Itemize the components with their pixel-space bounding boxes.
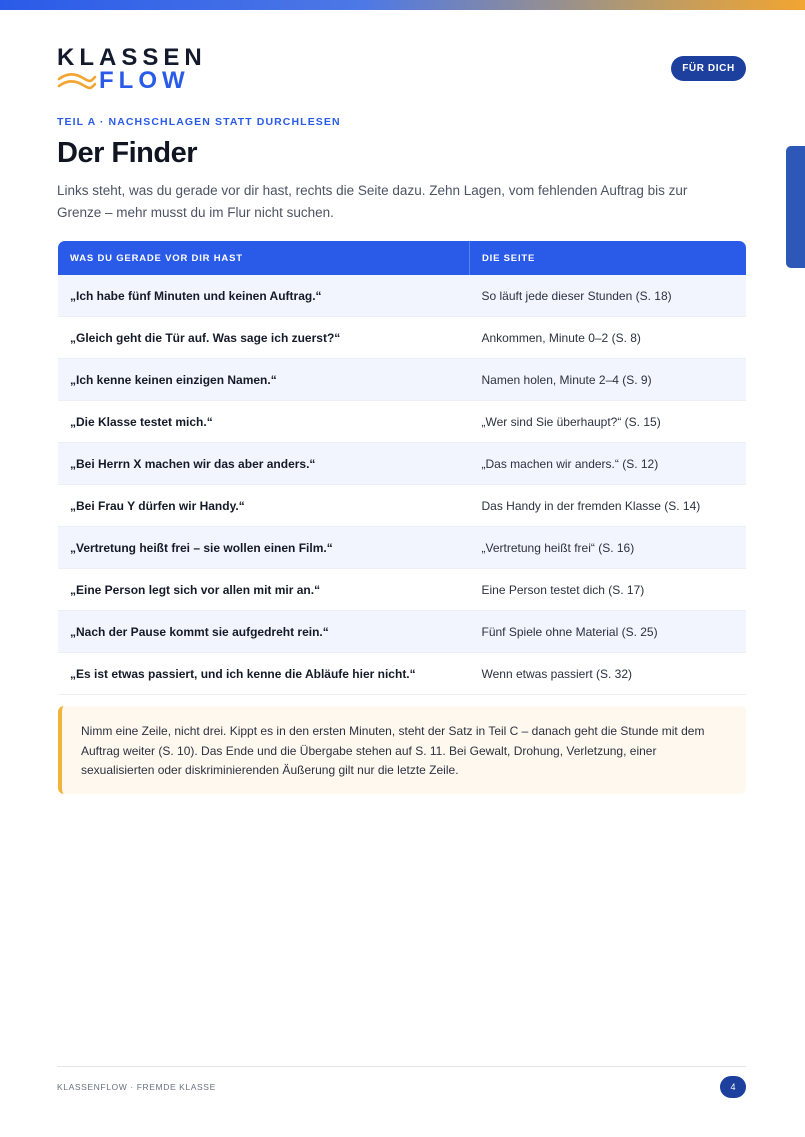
situation-cell: „Die Klasse testet mich.“ <box>58 401 470 443</box>
page-reference-cell: Fünf Spiele ohne Material (S. 25) <box>470 611 747 653</box>
table-row <box>58 653 746 695</box>
table-row <box>58 401 746 443</box>
logo-wordmark-top: KLASSEN <box>57 44 207 71</box>
top-accent-bar <box>0 0 805 10</box>
situation-cell: „Vertretung heißt frei – sie wollen einen Film.“ <box>58 527 470 569</box>
table-row <box>58 485 746 527</box>
page-reference-cell: Namen holen, Minute 2–4 (S. 9) <box>470 359 747 401</box>
table-row <box>58 317 746 359</box>
situation-cell: „Eine Person legt sich vor allen mit mir an.“ <box>58 569 470 611</box>
table-header-row <box>58 241 746 275</box>
brand-logo <box>57 44 207 96</box>
audience-badge: FÜR DICH <box>671 56 746 81</box>
situation-cell: „Bei Frau Y dürfen wir Handy.“ <box>58 485 470 527</box>
table-row <box>58 611 746 653</box>
situation-cell: „Ich kenne keinen einzigen Namen.“ <box>58 359 470 401</box>
page-reference-cell: „Vertretung heißt frei“ (S. 16) <box>470 527 747 569</box>
page-reference-cell: Das Handy in der fremden Klasse (S. 14) <box>470 485 747 527</box>
situation-cell: „Ich habe fünf Minuten und keinen Auftrag.“ <box>58 275 470 317</box>
wave-icon <box>57 71 97 91</box>
finder-table <box>58 241 746 695</box>
table-row <box>58 527 746 569</box>
page-reference-cell: „Wer sind Sie überhaupt?“ (S. 15) <box>470 401 747 443</box>
table-row <box>58 275 746 317</box>
footer-label: KLASSENFLOW · FREMDE KLASSE <box>57 1082 216 1092</box>
section-kicker: TEIL A · NACHSCHLAGEN STATT DURCHLESEN <box>57 116 341 128</box>
column-header-page: DIE SEITE <box>470 241 747 275</box>
table-row <box>58 359 746 401</box>
footer-divider <box>57 1066 746 1067</box>
intro-paragraph: Links steht, was du gerade vor dir hast, rechts die Seite dazu. Zehn Lagen, vom fehlenden Auftrag bis zur Grenze – mehr musst du im Flur nicht suchen. <box>57 183 688 220</box>
situation-cell: „Nach der Pause kommt sie aufgedreht rein.“ <box>58 611 470 653</box>
side-tab-marker <box>786 146 805 268</box>
column-header-situation: WAS DU GERADE VOR DIR HAST <box>58 241 470 275</box>
page-reference-cell: Eine Person testet dich (S. 17) <box>470 569 747 611</box>
situation-cell: „Es ist etwas passiert, und ich kenne die Abläufe hier nicht.“ <box>58 653 470 695</box>
situation-cell: „Gleich geht die Tür auf. Was sage ich zuerst?“ <box>58 317 470 359</box>
hint-callout: Nimm eine Zeile, nicht drei. Kippt es in den ersten Minuten, steht der Satz in Teil C – danach geht die Stunde mit dem Auftrag weiter (S. 10). Das Ende und die Übergabe stehen auf S. 11. Bei Gewalt, Drohung, Verletzung, einer sexualisierten oder diskriminierenden Äußerung gilt nur die letzte Zeile. <box>58 706 746 794</box>
page-reference-cell: Wenn etwas passiert (S. 32) <box>470 653 747 695</box>
situation-cell: „Bei Herrn X machen wir das aber anders.“ <box>58 443 470 485</box>
table-row <box>58 443 746 485</box>
page-reference-cell: Ankommen, Minute 0–2 (S. 8) <box>470 317 747 359</box>
table-row <box>58 569 746 611</box>
logo-wordmark-bottom: FLOW <box>99 67 190 94</box>
page-reference-cell: So läuft jede dieser Stunden (S. 18) <box>470 275 747 317</box>
page-reference-cell: „Das machen wir anders.“ (S. 12) <box>470 443 747 485</box>
page-title: Der Finder <box>57 137 198 169</box>
page-number-badge: 4 <box>720 1076 746 1098</box>
